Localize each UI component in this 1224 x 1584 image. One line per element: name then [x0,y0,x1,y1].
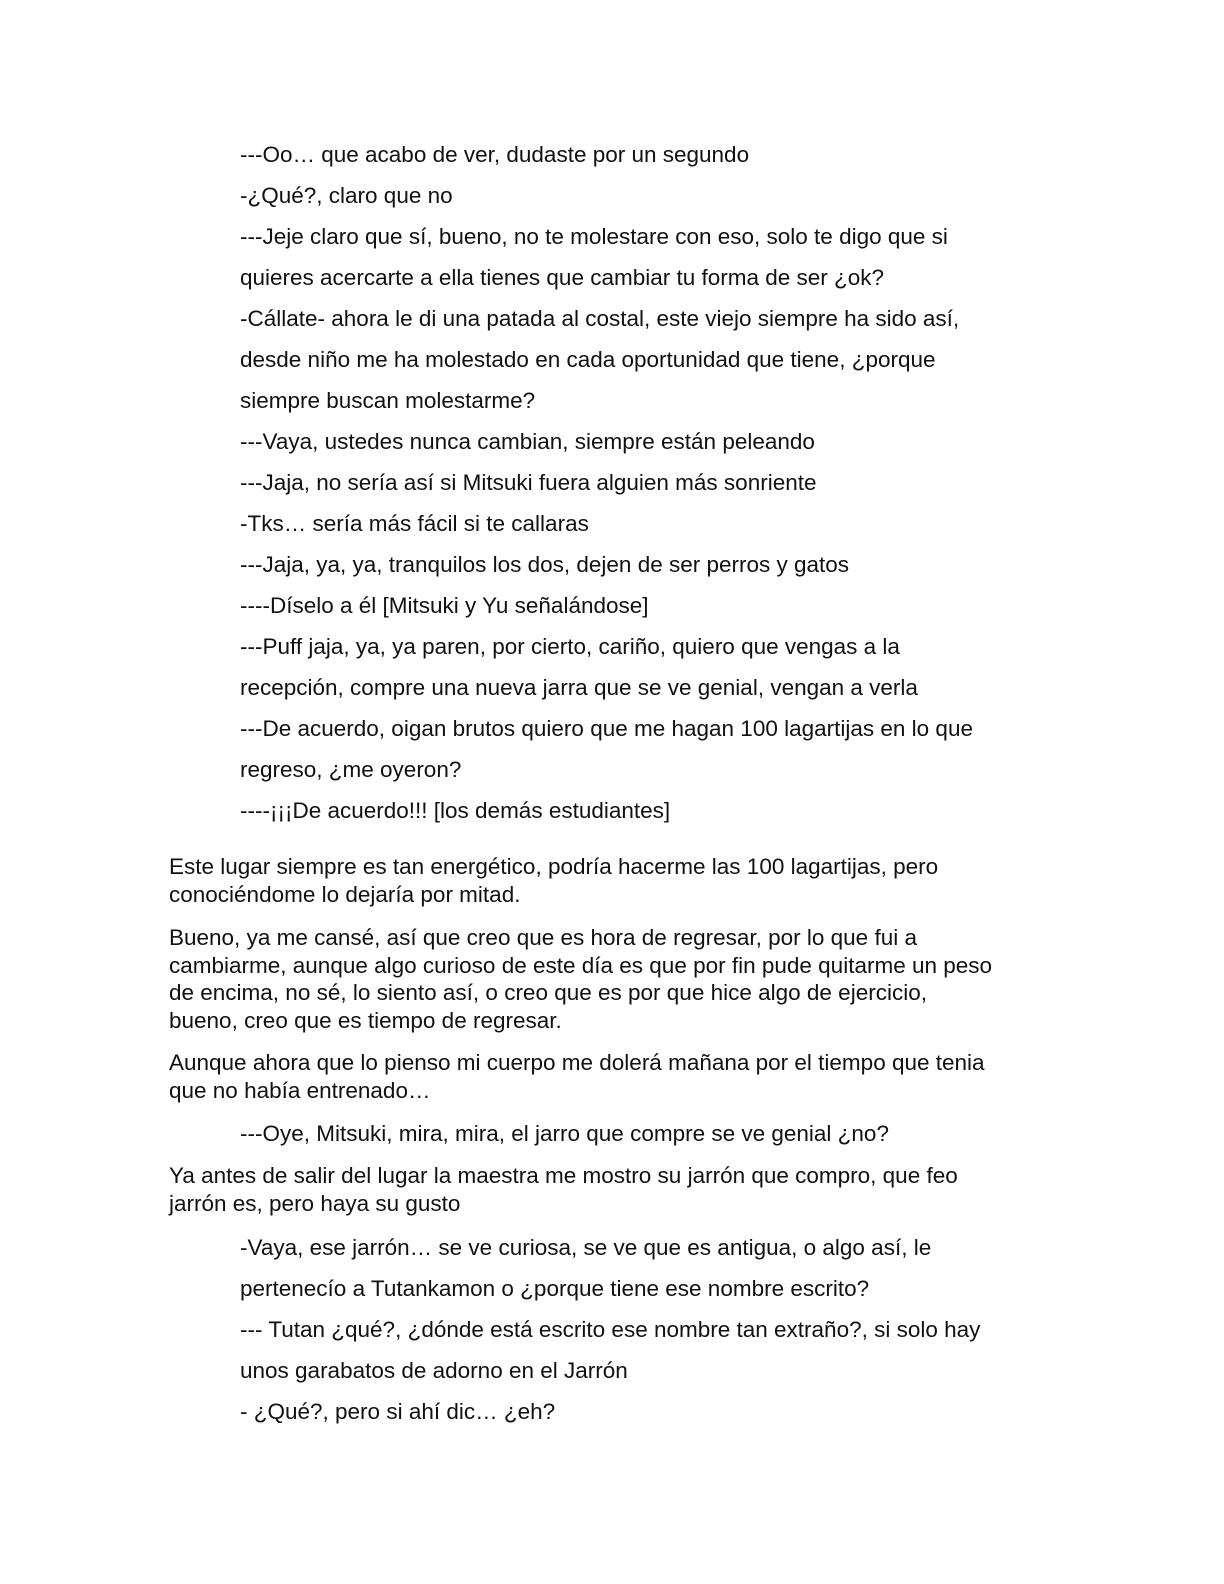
dialogue-line: ----Díselo a él [Mitsuki y Yu señalándose] [240,593,649,618]
narration-paragraph-1 [169,853,1069,908]
dialogue-block-2 [240,1113,1060,1154]
dialogue-line: siempre buscan molestarme? [240,388,536,413]
dialogue-line: ---Jeje claro que sí, bueno, no te molestare con eso, solo te digo que si [240,224,948,249]
narration-paragraph-4 [169,1162,1069,1217]
dialogue-line: ---Puff jaja, ya, ya paren, por cierto, cariño, quiero que vengas a la [240,634,900,659]
paragraph-line: Bueno, ya me cansé, así que creo que es hora de regresar, por lo que fui a [169,925,917,950]
dialogue-line: ---Jaja, no sería así si Mitsuki fuera alguien más sonriente [240,470,817,495]
dialogue-line: ---Oye, Mitsuki, mira, mira, el jarro que compre se ve genial ¿no? [240,1121,889,1146]
dialogue-line: regreso, ¿me oyeron? [240,757,462,782]
dialogue-block-3 [240,1227,1060,1432]
paragraph-line: bueno, creo que es tiempo de regresar. [169,1007,562,1033]
dialogue-line: unos garabatos de adorno en el Jarrón [240,1358,628,1383]
dialogue-line: -Cállate- ahora le di una patada al costal, este viejo siempre ha sido así, [240,306,960,331]
paragraph-line: Aunque ahora que lo pienso mi cuerpo me dolerá mañana por el tiempo que tenia [169,1050,985,1075]
dialogue-line: ---Oo… que acabo de ver, dudaste por un segundo [240,142,750,167]
dialogue-line: --- Tutan ¿qué?, ¿dónde está escrito ese nombre tan extraño?, si solo hay [240,1317,981,1342]
dialogue-line: ---De acuerdo, oigan brutos quiero que me hagan 100 lagartijas en lo que [240,716,973,741]
paragraph-line: conociéndome lo dejaría por mitad. [169,881,521,907]
paragraph-line: de encima, no sé, lo siento así, o creo que es por que hice algo de ejercicio, [169,980,927,1005]
paragraph-line: que no había entrenado… [169,1077,431,1103]
dialogue-line: recepción, compre una nueva jarra que se ve genial, vengan a verla [240,675,918,700]
dialogue-line: ---Vaya, ustedes nunca cambian, siempre están peleando [240,429,815,454]
paragraph-line: cambiarme, aunque algo curioso de este día es que por fin pude quitarme un peso [169,952,993,978]
narration-paragraph-3 [169,1049,1069,1104]
dialogue-line: -Vaya, ese jarrón… se ve curiosa, se ve que es antigua, o algo así, le [240,1235,932,1260]
dialogue-line: ---Jaja, ya, ya, tranquilos los dos, dejen de ser perros y gatos [240,552,850,577]
dialogue-line: ----¡¡¡De acuerdo!!! [los demás estudiantes] [240,798,671,823]
dialogue-line: - ¿Qué?, pero si ahí dic… ¿eh? [240,1399,556,1424]
narration-paragraph-2 [169,924,1069,1034]
dialogue-block-1 [240,134,1060,831]
dialogue-line: quieres acercarte a ella tienes que cambiar tu forma de ser ¿ok? [240,265,885,290]
dialogue-line: desde niño me ha molestado en cada oportunidad que tiene, ¿porque [240,347,936,372]
dialogue-line: -¿Qué?, claro que no [240,183,453,208]
paragraph-line: Este lugar siempre es tan energético, podría hacerme las 100 lagartijas, pero [169,854,939,879]
dialogue-line: pertenecío a Tutankamon o ¿porque tiene ese nombre escrito? [240,1276,870,1301]
paragraph-line: Ya antes de salir del lugar la maestra me mostro su jarrón que compro, que feo [169,1163,958,1188]
paragraph-line: jarrón es, pero haya su gusto [169,1190,461,1216]
dialogue-line: -Tks… sería más fácil si te callaras [240,511,589,536]
